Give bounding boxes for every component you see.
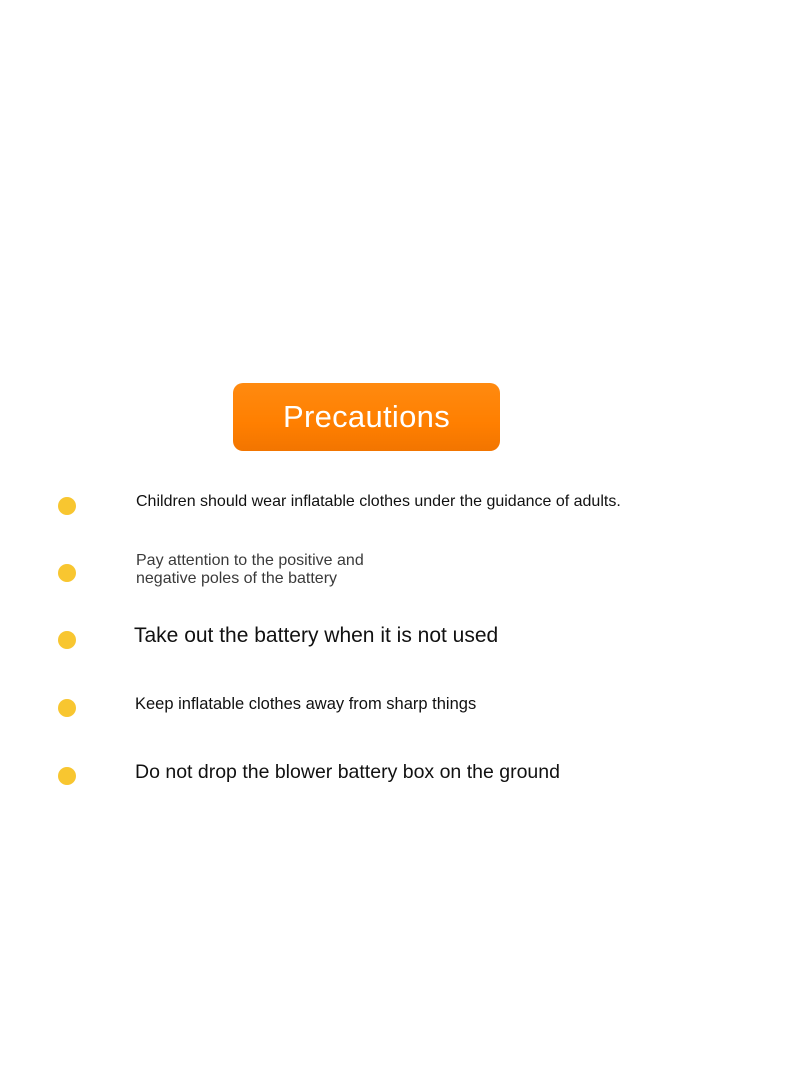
list-item-text <box>135 761 560 783</box>
list-item-text <box>136 493 621 511</box>
bullet-dot-icon <box>58 699 76 717</box>
list-item-line: Children should wear inflatable clothes under the guidance of adults. <box>136 493 621 510</box>
bullet-dot-icon <box>58 564 76 582</box>
list-item-text <box>136 552 364 588</box>
list-item-line: Keep inflatable clothes away from sharp things <box>135 695 477 713</box>
precautions-banner <box>233 383 500 451</box>
list-item-text <box>134 624 498 648</box>
list-item-line: Pay attention to the positive and <box>136 552 364 569</box>
bullet-dot-icon <box>58 497 76 515</box>
list-item-text <box>135 695 476 714</box>
page-title: Precautions <box>282 399 450 434</box>
list-item-line: negative poles of the battery <box>136 570 338 587</box>
bullet-dot-icon <box>58 631 76 649</box>
list-item-line: Take out the battery when it is not used <box>134 624 499 647</box>
bullet-dot-icon <box>58 767 76 785</box>
list-item-line: Do not drop the blower battery box on the ground <box>135 761 560 783</box>
